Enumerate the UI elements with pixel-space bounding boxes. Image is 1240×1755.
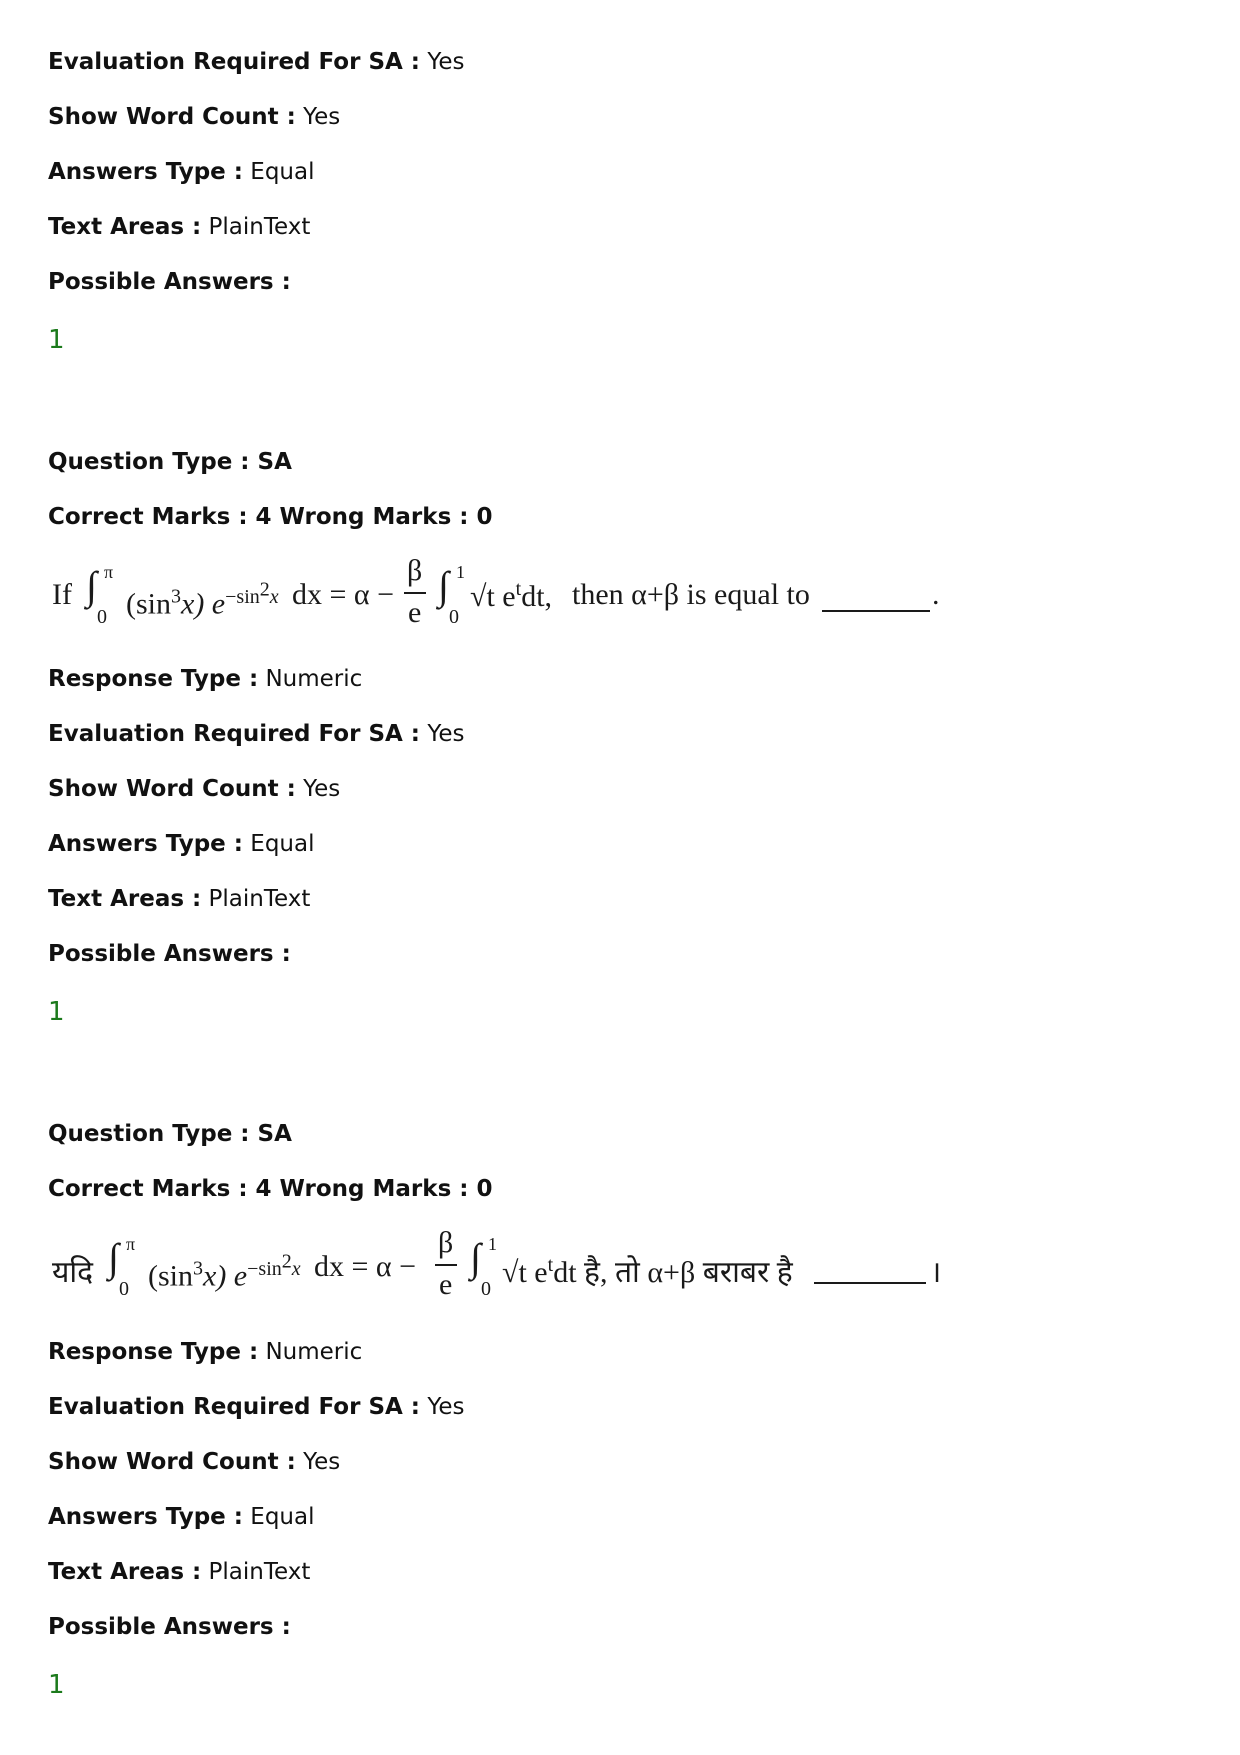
field-label: Answers Type : [48,831,243,857]
field-label: Possible Answers : [48,269,291,295]
fraction-numerator: β [407,554,423,587]
fraction-denominator: e [408,596,422,629]
field-label: Response Type : [48,666,259,692]
integral-sign: ∫ [108,1235,119,1280]
field-value: Equal [250,159,315,185]
field-label: Evaluation Required For SA : [48,49,421,75]
field-value: Yes [427,49,465,75]
formula-dx: dx = α − [292,578,395,611]
answer-blank [814,1282,926,1284]
formula-suffix: then α+β is equal to [572,578,810,611]
integral-upper-limit: π [104,562,114,582]
field-label: Possible Answers : [48,941,291,967]
field-value: Yes [303,1449,341,1475]
formula-body: $(\sin^3x)$ $e^{-sin^2x}$ [148,1250,301,1293]
field-value: PlainText [208,214,311,240]
field-value: Equal [250,1504,315,1530]
answers-type-row [48,828,315,860]
answer-blank [822,610,930,612]
integral-sign: ∫ [86,563,97,608]
fraction-bar [404,592,426,594]
fraction-numerator: β [438,1226,454,1259]
formula-integrand: √t $e^tdt$ है, तो α+β बराबर है [502,1254,793,1289]
field-value: Yes [303,776,341,802]
field-label: Text Areas : [48,214,202,240]
integral-lower-limit: 0 [119,1278,129,1300]
field-value: Numeric [265,666,363,692]
question-type: Question Type : SA [48,449,292,475]
integral-sign: ∫ [438,563,449,608]
show-word-count-row [48,1446,340,1478]
formula-end: . [932,578,940,611]
integral-lower-limit: 0 [481,1278,491,1300]
field-value: PlainText [208,1559,311,1585]
text-areas-row [48,1556,310,1588]
field-label: Answers Type : [48,1504,243,1530]
field-value: Yes [427,721,465,747]
field-label: Text Areas : [48,886,202,912]
field-label: Evaluation Required For SA : [48,721,421,747]
answers-type-row [48,1501,315,1533]
integral-lower-limit: 0 [449,606,459,628]
field-label: Show Word Count : [48,776,296,802]
field-label: Show Word Count : [48,104,296,130]
text-areas-row [48,211,310,243]
possible-answers-row [48,266,291,298]
evaluation-required-row [48,1391,464,1423]
integral-upper-limit: 1 [488,1234,497,1254]
integral-lower-limit: 0 [97,606,107,628]
formula-prefix: यदि [52,1256,94,1289]
show-word-count-row [48,101,340,133]
response-type-row [48,1336,362,1368]
show-word-count-row [48,773,340,805]
text-areas-row [48,883,310,915]
question-marks: Correct Marks : 4 Wrong Marks : 0 [48,504,493,530]
field-label: Response Type : [48,1339,259,1365]
field-label: Show Word Count : [48,1449,296,1475]
field-value: PlainText [208,886,311,912]
answers-type-row [48,156,315,188]
integral-upper-limit: π [126,1234,136,1254]
possible-answer-value: 1 [48,325,65,355]
formula-prefix: If [52,578,72,611]
formula-body: $(\sin^3x)$ $e^{-sin^2x}$ [126,578,279,621]
formula-dx: dx = α − [314,1250,417,1283]
field-value: Yes [427,1394,465,1420]
fraction-denominator: e [439,1268,453,1301]
fraction-bar [435,1264,457,1266]
field-label: Answers Type : [48,159,243,185]
field-label: Text Areas : [48,1559,202,1585]
integral-upper-limit: 1 [456,562,465,582]
field-label: Evaluation Required For SA : [48,1394,421,1420]
formula-integrand: √t $e^tdt$, [470,578,553,613]
field-value: Equal [250,831,315,857]
field-value: Yes [303,104,341,130]
field-label: Possible Answers : [48,1614,291,1640]
question-marks: Correct Marks : 4 Wrong Marks : 0 [48,1176,493,1202]
question-formula-en [52,556,952,646]
evaluation-required-row [48,718,464,750]
question-type: Question Type : SA [48,1121,292,1147]
field-value: Numeric [265,1339,363,1365]
question-formula-hi [52,1228,952,1318]
evaluation-required-row [48,46,464,78]
response-type-row [48,663,362,695]
possible-answer-value: 1 [48,1670,65,1700]
possible-answers-row [48,938,291,970]
integral-sign: ∫ [470,1235,481,1280]
formula-end: । [930,1256,942,1289]
possible-answer-value: 1 [48,997,65,1027]
possible-answers-row [48,1611,291,1643]
